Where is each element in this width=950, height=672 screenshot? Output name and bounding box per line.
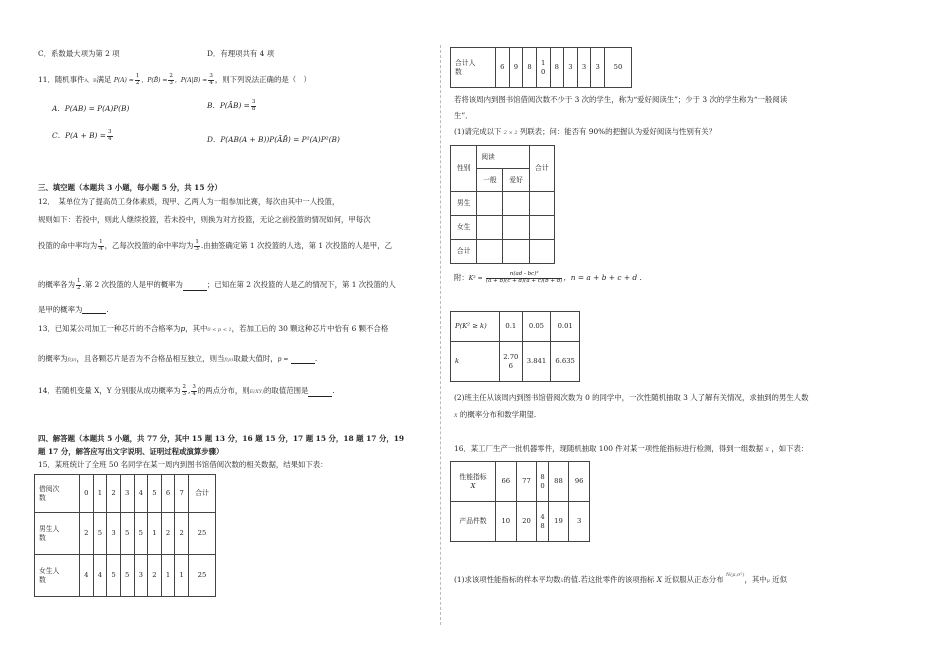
table-cell: 6: [496, 48, 510, 88]
table-cell: 0: [80, 475, 94, 513]
table-cell: 0.1: [500, 312, 523, 342]
table-cell: 1: [93, 475, 107, 513]
table-cell: 3.841: [522, 342, 551, 382]
table-cell: 8: [550, 48, 564, 88]
q11-frac-pnb: $\frac{2}{3}$: [169, 73, 173, 86]
q11-option-c: C．P(A + B) = $\frac{3}{4}$: [52, 129, 112, 142]
answer-blank: [291, 356, 315, 364]
table-cell: 96: [569, 462, 590, 502]
table-cell: 2: [161, 513, 175, 555]
performance-table: [450, 461, 590, 542]
table-row: [451, 502, 590, 542]
table-cell: 50: [605, 48, 632, 88]
table-row: [451, 48, 632, 88]
table-cell: 3: [107, 513, 121, 555]
q13-line1: 13．已知某公司加工一种芯片的不合格率为p，其中0 < p < 1，若加工后的 30 颗这种芯片中恰有 6 颗不合格: [38, 324, 389, 333]
q15-text-l1: 若将该周内到图书馆借阅次数不少于 3 次的学生，称为“爱好阅读生”；少于 3 次的学生称为“一般阅读: [454, 95, 788, 104]
row-label: 男生人 数: [35, 513, 80, 555]
q11-satisfy: 满足: [96, 75, 112, 84]
header-cell: 一般: [477, 169, 503, 192]
q16-part1: (1)求该项性能指标的样本平均数x̄的值.若这批零件的该项指标 X 近似服从正态分布 $^{N(\mu,\sigma^2)}$，其中μ 近似: [454, 572, 788, 584]
table-cell: 0.01: [551, 312, 580, 342]
table-cell: 合计: [189, 475, 216, 513]
q15-part2-l2: X 的概率分布和数学期望.: [454, 410, 537, 419]
q11-stem: [38, 74, 311, 86]
q12-line1: 12． 某单位为了提高员工身体素质，现甲、乙两人为一组参加比赛，每次由其中一人投篮，: [38, 197, 340, 206]
row-label: 性能指标 X: [451, 462, 496, 502]
q10-option-c: C．系数最大项为第 2 项: [38, 49, 120, 58]
table-cell: 6: [161, 475, 175, 513]
row-label: 合计: [451, 240, 477, 264]
q14-line: 14．若随机变量 X，Y 分别服从成功概率为 $\frac{2}{3}$ , $\frac{3}{4}$ 的两点分布，则E(XY)的取值范围是 .: [38, 384, 335, 397]
table-cell: 25: [189, 513, 216, 555]
table-row: [451, 216, 555, 240]
table-cell: 19: [548, 502, 569, 542]
table-cell: 1: [161, 555, 175, 597]
table-row: [451, 192, 555, 216]
table-cell: 1: [148, 513, 162, 555]
header-cell: 合计: [529, 146, 554, 192]
q12-line5: 是甲的概率为 .: [38, 305, 109, 314]
header-cell: 阅读: [477, 146, 529, 169]
table-cell: 66: [496, 462, 517, 502]
q16-intro: 16．某工厂生产一批机器零件，现随机抽取 100 件对某一项性能指标进行检测，得到一组数据 X ，如下表：: [454, 444, 809, 453]
row-label: 女生: [451, 216, 477, 240]
table-cell: 5: [120, 513, 134, 555]
answer-blank: [82, 306, 106, 314]
header-cell: 性别: [451, 146, 477, 192]
q11-pa: P(A) =: [113, 77, 134, 84]
table-row: [451, 342, 580, 382]
answer-blank: [183, 283, 207, 291]
section4-heading-l1: 四、解答题（本题共 5 小题，共 77 分，其中 15 题 13 分，16 题 15 分，17 题 15 分，18 题 17 分，19: [38, 434, 405, 443]
table-cell: 20: [516, 502, 537, 542]
critical-value-table: [450, 311, 580, 382]
chi-square-formula: 附：K² = $\frac{\text{n(ad - bc)²}}{(a + b)(c + d)(a + c)(b + d)}$ ，n = a + b + c + d .: [454, 271, 642, 284]
q15-part2-l1: (2)班主任从该周内到图书馆借阅次数为 0 的同学中，一次性随机抽取 3 人了解有关情况，求抽到的男生人数: [454, 393, 809, 402]
table-cell: 7: [175, 475, 189, 513]
table-cell: 4: [93, 555, 107, 597]
table-row: [451, 462, 590, 502]
table-cell: 2.70 6: [500, 342, 523, 382]
table-row: [451, 312, 580, 342]
table-cell: 1: [175, 555, 189, 597]
q10-option-d: D．有理项共有 4 项: [207, 49, 275, 58]
q13-line2: 的概率为f(p)，且各颗芯片是否为不合格品相互独立，则当f(p)取最大值时，p = .: [38, 354, 318, 363]
q11-label: 11．随机事件: [38, 75, 85, 84]
q11-frac-pab: $\frac{3}{4}$: [209, 73, 213, 86]
table-cell: 1 0: [536, 48, 550, 88]
q11-pab: ，P(A|B) =: [174, 77, 208, 84]
row-label: P(K² ≥ k): [451, 312, 500, 342]
table-cell: 4: [134, 475, 148, 513]
table-cell: 3: [569, 502, 590, 542]
q15-text-l2: 生”．: [454, 111, 473, 120]
q12-line2: 规则如下：若投中，则此人继续投篮，若未投中，则换为对方投篮，无论之前投篮的情况如何，甲每次: [38, 215, 371, 224]
section4-heading-l2: 题 17 分，解答应写出文字说明、证明过程或演算步骤）: [38, 447, 224, 456]
answer-blank: [308, 389, 332, 397]
q11-pnb: ，P(B̄) =: [141, 77, 168, 84]
borrow-count-table: [34, 474, 216, 597]
table-cell: 5: [120, 555, 134, 597]
table-cell: 2: [80, 513, 94, 555]
q15-part1: (1)请完成以下 2 × 2 列联表；问：能否有 90%的把握认为爱好阅读与性别有关？: [454, 127, 717, 136]
column-divider: [440, 45, 441, 625]
q11-frac-pa: $\frac{1}{2}$: [135, 73, 140, 86]
table-cell: 5: [134, 513, 148, 555]
table-cell: 2: [148, 555, 162, 597]
row-label: 产品件数: [451, 502, 496, 542]
table-cell: 3: [591, 48, 605, 88]
table-cell: 3: [564, 48, 578, 88]
q11-tail: ，则下列说法正确的是（ ）: [214, 75, 311, 84]
table-row: [35, 555, 216, 597]
table-cell: 88: [548, 462, 569, 502]
header-label-cell: 借阅次 数: [35, 475, 80, 513]
table-cell: 10: [496, 502, 517, 542]
table-cell: 77: [516, 462, 537, 502]
table-cell: 4: [80, 555, 94, 597]
table-cell: 2: [175, 513, 189, 555]
table-cell: 8 0: [537, 462, 548, 502]
q11-option-b: B．P(ĀB) = $\frac{3}{8}$: [207, 99, 256, 112]
table-cell: 0.05: [522, 312, 551, 342]
section3-heading: 三、填空题（本题共 3 小题，每小题 5 分，共 15 分）: [38, 183, 222, 192]
table-cell: 3: [577, 48, 591, 88]
table-cell: 6.635: [551, 342, 580, 382]
q11-option-d: D．P(AB(A + B))P(ĀB̄) = P²(A)P²(B): [207, 135, 340, 144]
table-header-row: [35, 475, 216, 513]
table-cell: 9: [509, 48, 523, 88]
table-cell: 4 8: [537, 502, 548, 542]
table-row: [451, 240, 555, 264]
table-cell: 5: [93, 513, 107, 555]
row-label: k: [451, 342, 500, 382]
header-cell: 爱好: [503, 169, 529, 192]
q12-line4: 的概率各为 $\frac{1}{2}$ .第 2 次投篮的人是甲的概率为 ；已知在第 2 次投篮的人是乙的情况下，第 1 次投篮的人: [38, 278, 396, 291]
contingency-table: [450, 145, 555, 264]
q12-line3: 投篮的命中率均为 $\frac{1}{4}$ ，乙每次投篮的命中率均为 $\frac{1}{3}$ .由抽签确定第 1 次投篮的人选，第 1 次投篮的人是甲，乙: [38, 239, 392, 252]
table-cell: 3: [134, 555, 148, 597]
borrow-total-table: [450, 47, 632, 88]
row-label: 女生人 数: [35, 555, 80, 597]
table-cell: 8: [523, 48, 537, 88]
table-cell: 25: [189, 555, 216, 597]
table-cell: 3: [120, 475, 134, 513]
q15-intro: 15．某班统计了全班 50 名同学在某一周内到图书馆借阅次数的相关数据，结果如下表：: [38, 460, 328, 469]
q11-events: A，B: [84, 78, 97, 84]
table-row: [35, 513, 216, 555]
table-cell: 5: [107, 555, 121, 597]
q11-option-a: A．P(AB) = P(A)P(B): [52, 104, 130, 113]
row-label: 男生: [451, 192, 477, 216]
row-label: 合计人 数: [451, 48, 496, 88]
table-cell: 2: [107, 475, 121, 513]
table-cell: 5: [148, 475, 162, 513]
